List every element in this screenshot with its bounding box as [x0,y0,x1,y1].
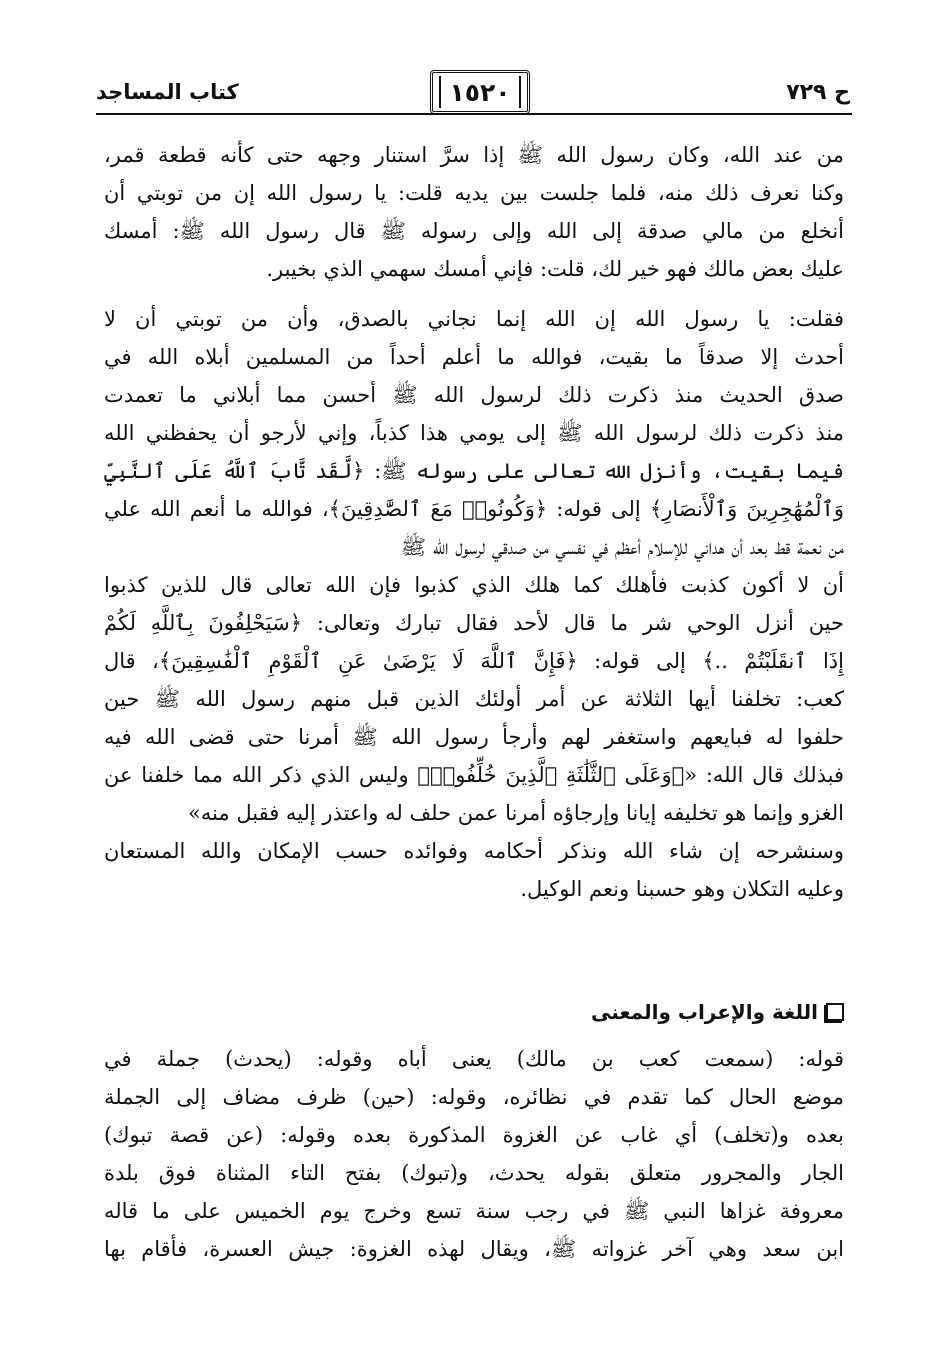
header-divider [96,113,852,115]
text-line: فيما بقيت، وأنزل الله تعالى على رسوله ﷺ: ﴿لَّقَد تَّابَ ٱللَّهُ عَلَى ٱلنَّبِيِّ [104,459,844,483]
text-line: إِذَا ٱنقَلَبْتُمْ ..﴾ إلى قوله: ﴿فَإِنَّ ٱللَّهَ لَا يَرْضَىٰ عَنِ ٱلْقَوْمِ ٱلْفَٰسِقِينَ﴾، قال [104,649,844,673]
text-line: وعليه التكلان وهو حسبنا ونعم الوكيل. [520,877,844,901]
text-line: كعب: تخلفنا أيها الثلاثة عن أمر أولئك الذين قبل منهم رسول الله ﷺ حين [104,687,844,711]
section-heading-text: اللغة والإعراب والمعنى [590,1000,818,1024]
section-heading [591,1000,844,1024]
text-line: ابن سعد وهي آخر غزواته ﷺ، ويقال لهذه الغزوة: جيش العسرة، فأقام بها [104,1237,844,1261]
text-line: وسنشرحه إن شاء الله ونذكر أحكامه وفوائده حسب الإمكان والله المستعان [104,839,844,863]
text-line: أحدث إلا صدقاً ما بقيت، فوالله ما أعلم أحداً من المسلمين أبلاه الله في [104,345,844,369]
text-line: وَٱلْمُهَٰجِرِينَ وَٱلْأَنصَارِ﴾ إلى قوله: ﴿وَكُونُوا۟ مَعَ ٱلصَّٰدِقِينَ﴾، فوالله ما أنعم الله علي [104,497,844,521]
text-line: بعده و(تخلف) أي غاب عن الغزوة المذكورة بعده وقوله: (عن قصة تبوك) [104,1123,844,1147]
hadith-reference: ح ٧٢٩ [786,80,850,105]
paragraph-1 [104,136,844,288]
text-line: عليك بعض مالك فهو خير لك، قلت: فإني أمسك سهمي الذي بخيبر. [266,257,844,281]
paragraph-3 [104,1040,844,1268]
paragraph-2 [104,300,844,908]
text-line: فقلت: يا رسول الله إن الله إنما نجاني بالصدق، وأن من توبتي أن لا [104,307,844,331]
text-line: أن لا أكون كذبت فأهلك كما هلك الذي كذبوا فإن الله تعالى قال للذين كذبوا [104,573,844,597]
page-number: ١٥٢٠ [430,70,530,114]
text-line: قوله: (سمعت كعب بن مالك) يعنى أباه وقوله: (يحدث) جملة في [104,1047,844,1071]
text-line: صدق الحديث منذ ذكرت ذلك لرسول الله ﷺ أحسن مما أبلاني ما تعمدت [104,383,844,407]
text-line: أنخلع من مالي صدقة إلى الله وإلى رسوله ﷺ قال رسول الله ﷺ: أمسك [104,219,844,243]
book-title: كتاب المساجد [96,80,239,104]
text-line: من عند الله، وكان رسول الله ﷺ إذا سرَّ استنار وجهه حتى كأنه قطعة قمر، [104,143,844,167]
text-line: موضع الحال كما تقدم في نظائره، وقوله: (حين) ظرف مضاف إلى الجملة [104,1085,844,1109]
text-line: حين أنزل الوحي شر ما قال لأحد فقال تبارك وتعالى: ﴿سَيَحْلِفُونَ بِٱللَّهِ لَكُمْ [104,611,844,635]
text-line: الجار والمجرور متعلق بقوله يحدث، و(تبوك) بفتح التاء المثناة فوق بلدة [104,1161,844,1185]
text-line: معروفة غزاها النبي ﷺ في رجب سنة تسع وخرج يوم الخميس على ما قاله [104,1199,844,1223]
text-line: من نعمة قط بعد أن هداني للإسلام أعظم في نفسي من صدقي لرسول الله ﷺ [400,535,844,559]
text-line: وكنا نعرف ذلك منه، فلما جلست بين يديه قلت: يا رسول الله إن من توبتي أن [104,181,844,205]
square-bullet-icon [826,1003,844,1021]
text-line: منذ ذكرت ذلك لرسول الله ﷺ إلى يومي هذا كذباً، وإني لأرجو أن يحفظني الله [104,421,844,445]
text-line: حلفوا له فبايعهم واستغفر لهم وأرجأ رسول الله ﷺ أمرنا حتى قضى الله فيه [104,725,844,749]
text-line: فبذلك قال الله: «﴿وَعَلَى ٱلثَّلَٰثَةِ ٱلَّذِينَ خُلِّفُوا۟﴾ وليس الذي ذكر الله مما خلفنا عن [104,763,844,787]
text-line: الغزو وإنما هو تخليفه إيانا وإرجاؤه أمرنا عمن حلف له واعتذر إليه فقبل منه» [187,801,844,825]
